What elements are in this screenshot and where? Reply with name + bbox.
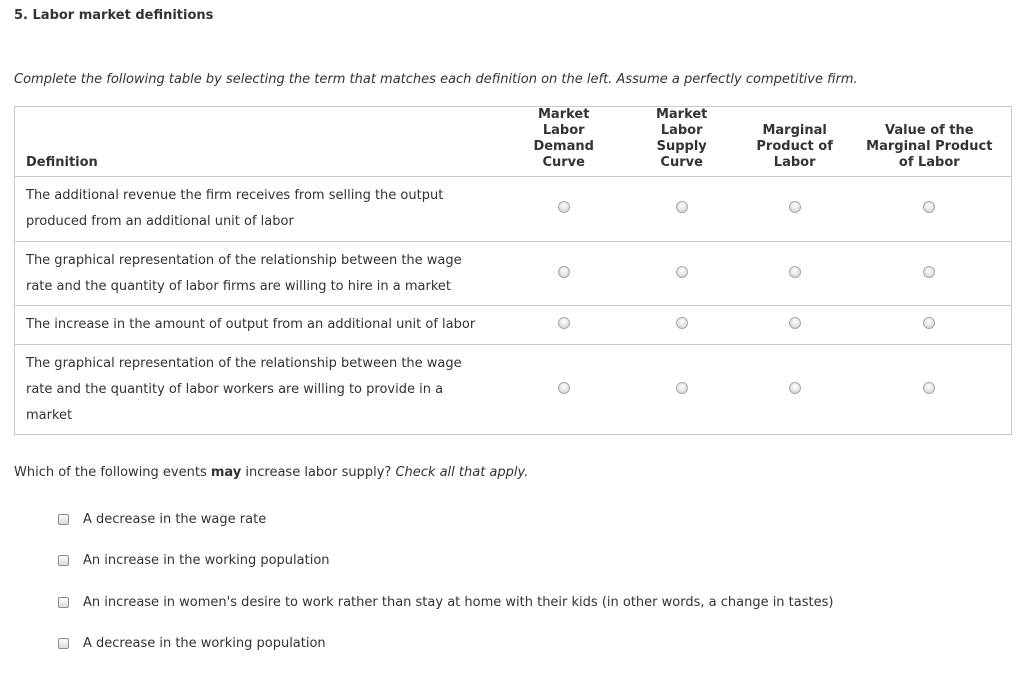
instructions-text: Complete the following table by selecting the term that matches each definition on the left. Assume a perfectly competitive firm. <box>14 72 858 87</box>
prompt-emphasis: may <box>210 465 242 480</box>
radio-row2-marginal-product[interactable] <box>789 266 801 278</box>
radio-row3-value-marginal-product[interactable] <box>923 317 935 329</box>
prompt-prefix: Which of the following events <box>14 465 211 480</box>
option-decrease-wage-rate[interactable] <box>58 512 266 527</box>
column-header-marginal-product: Marginal Product of Labor <box>742 107 848 177</box>
radio-row3-supply[interactable] <box>676 317 688 329</box>
prompt-suffix: increase labor supply? <box>241 465 396 480</box>
prompt-hint: Check all that apply. <box>395 465 529 480</box>
radio-row3-marginal-product[interactable] <box>789 317 801 329</box>
radio-row1-marginal-product[interactable] <box>789 201 801 213</box>
column-header-market-labor-demand: Market Labor Demand Curve <box>506 107 622 177</box>
row-definition: The graphical representation of the relationship between the wage rate and the quantity of labor workers are willing to provide in a market <box>15 345 506 435</box>
definition-column-header: Definition <box>15 107 506 177</box>
radio-row2-value-marginal-product[interactable] <box>923 266 935 278</box>
radio-row3-demand[interactable] <box>558 317 570 329</box>
checkbox-decrease-wage-rate[interactable] <box>58 514 69 525</box>
checkbox-question-prompt <box>14 465 528 480</box>
checkbox-decrease-working-population[interactable] <box>58 638 69 649</box>
radio-row2-demand[interactable] <box>558 266 570 278</box>
table-header-row <box>15 107 1012 177</box>
radio-row4-value-marginal-product[interactable] <box>923 382 935 394</box>
radio-row4-demand[interactable] <box>558 382 570 394</box>
radio-row1-supply[interactable] <box>676 201 688 213</box>
checkbox-change-in-tastes[interactable] <box>58 597 69 608</box>
radio-row2-supply[interactable] <box>676 266 688 278</box>
column-header-value-of-marginal-product: Value of the Marginal Product of Labor <box>848 107 1012 177</box>
option-increase-working-population[interactable] <box>58 553 330 568</box>
option-label: A decrease in the wage rate <box>83 512 267 527</box>
option-change-in-tastes[interactable] <box>58 595 833 610</box>
table-row <box>15 306 1012 345</box>
option-label: A decrease in the working population <box>83 636 326 651</box>
row-definition: The additional revenue the firm receives from selling the output produced from an additional unit of labor <box>15 177 506 242</box>
option-decrease-working-population[interactable] <box>58 636 326 651</box>
table-row <box>15 177 1012 242</box>
radio-row1-value-marginal-product[interactable] <box>923 201 935 213</box>
option-label: An increase in women's desire to work rather than stay at home with their kids (in other words, a change in tastes) <box>83 595 834 610</box>
table-row <box>15 242 1012 306</box>
option-label: An increase in the working population <box>83 553 330 568</box>
radio-row4-marginal-product[interactable] <box>789 382 801 394</box>
definitions-table <box>14 106 1012 435</box>
radio-row1-demand[interactable] <box>558 201 570 213</box>
radio-row4-supply[interactable] <box>676 382 688 394</box>
row-definition: The graphical representation of the relationship between the wage rate and the quantity of labor firms are willing to hire in a market <box>15 242 506 306</box>
question-title: 5. Labor market definitions <box>14 8 214 23</box>
column-header-market-labor-supply: Market Labor Supply Curve <box>622 107 742 177</box>
checkbox-increase-working-population[interactable] <box>58 555 69 566</box>
row-definition: The increase in the amount of output from an additional unit of labor <box>15 306 506 345</box>
table-row <box>15 345 1012 435</box>
